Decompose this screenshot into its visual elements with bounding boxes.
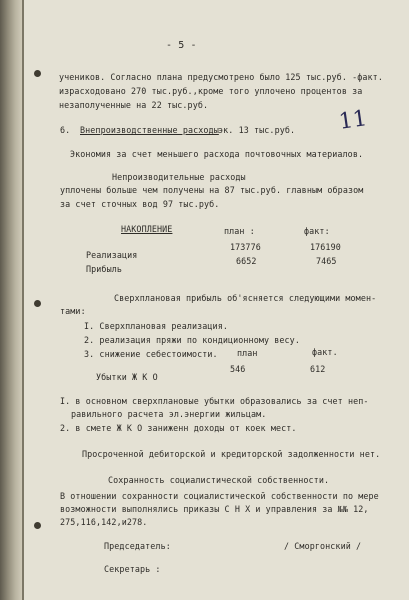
accumulation-title: НАКОПЛЕНИЕ	[121, 224, 173, 234]
row-plan-value: 6652	[236, 256, 257, 266]
text-line: за счет сточных вод 97 тыс.руб.	[60, 199, 220, 209]
text-line: уплочены больше чем получены на 87 тыс.руб. главным образом	[60, 185, 364, 195]
row-label: Реализация	[86, 250, 138, 260]
chair-signature-name: / Смоpгонский /	[284, 541, 362, 551]
subsection-title: Непроизводительные расходы	[112, 172, 246, 182]
document-page	[24, 0, 409, 600]
text-line: равильного расчета эл.энергии жильцам.	[71, 409, 267, 419]
punch-hole	[34, 300, 41, 307]
text-line: Сверхплановая прибыль об'ясняется следующими момен-	[114, 293, 377, 303]
column-header-fact: факт.	[312, 347, 338, 357]
row-fact-value: 7465	[316, 256, 337, 266]
text-line: незаполученные на 22 тыс.руб.	[59, 100, 209, 110]
list-item: 3. снижение себестоимости.	[84, 349, 218, 359]
secretary-label: Секретарь :	[104, 564, 161, 574]
handwritten-mark: 11	[337, 106, 369, 135]
column-header-plan: план	[237, 348, 258, 358]
row-plan-value: 173776	[230, 242, 261, 252]
binding-spine	[0, 0, 22, 600]
section-number: 6.	[60, 125, 71, 135]
text-line: тами:	[60, 306, 86, 316]
text-line: I. в основном сверхплановые убытки образовались за счет неп-	[60, 396, 369, 406]
page-number: - 5 -	[166, 40, 197, 51]
row-fact-value: 176190	[310, 242, 341, 252]
list-item: 2. реализация пряжи по кондиционному весу.	[84, 335, 300, 345]
column-header-fact: факт:	[304, 226, 330, 236]
punch-hole	[34, 522, 41, 529]
punch-hole	[34, 70, 41, 77]
text-line: 275,116,142,и278.	[60, 517, 148, 527]
section-title: Внепроизводственные расходы	[80, 125, 219, 135]
row-fact-value: 612	[310, 364, 326, 374]
text-line: 2. в смете Ж К О заниженн доходы от коек мест.	[60, 423, 297, 433]
column-header-plan: план :	[224, 226, 255, 236]
row-label: Убытки Ж К О	[96, 372, 158, 382]
subsection-title: Сохранность социалистической собственности.	[108, 475, 330, 485]
row-plan-value: 546	[230, 364, 246, 374]
chair-label: Председатель:	[104, 541, 171, 551]
section-amount: эк. 13 тыс.руб.	[218, 125, 296, 135]
text-line: Просроченной дебиторской и кредиторской задолженности нет.	[82, 449, 381, 459]
row-label: Прибыль	[86, 264, 122, 274]
text-line: Экономия за счет меньшего расхода почтовочных материалов.	[70, 149, 364, 159]
text-line: израсходовано 270 тыс.руб.,кроме того уплочено процентов за	[59, 86, 363, 96]
text-line: возможности выполнялись приказы С Н Х и управления за №№ 12,	[60, 504, 369, 514]
list-item: I. Сверхплановая реализация.	[84, 321, 228, 331]
text-line: учеников. Согласно плана предусмотрено было 125 тыс.руб. -факт.	[59, 72, 383, 82]
text-line: В отношении сохранности социалистической собственности по мере	[60, 491, 379, 501]
